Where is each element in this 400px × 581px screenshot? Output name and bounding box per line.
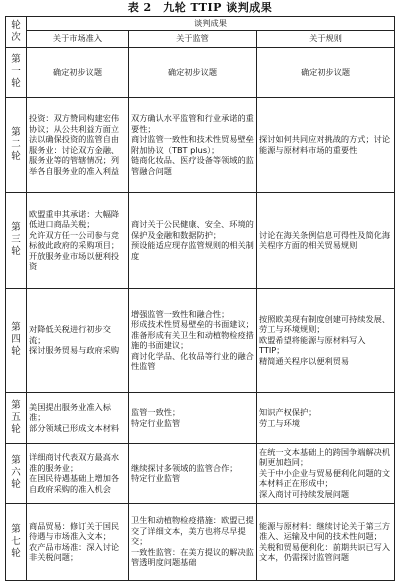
cell-market	[27, 97, 129, 192]
round-label: 第六轮	[6, 443, 27, 503]
cell-text: 确定初步议题	[300, 66, 351, 77]
table-row	[6, 192, 395, 288]
cell-rules	[257, 192, 395, 288]
round-label: 第四轮	[6, 288, 27, 392]
cell-text: 特定行业监管	[131, 473, 181, 483]
cell-market	[27, 192, 129, 288]
cell-text: 投资：双方赞同构建宏伟协议；从公共利益方面立法以确保投资的监管自由	[29, 113, 120, 144]
cell-text: 准备形成有关卫生和动植物检疫措施的书面建议；	[131, 329, 254, 350]
cell-regulation	[129, 47, 257, 97]
header-regulation: 关于监管	[129, 30, 257, 47]
cell-text: 对降低关税进行初步交流；	[29, 324, 111, 345]
cell-rules	[257, 47, 395, 97]
cell-text: 欧盟重申其承诺：大幅降低进口商品关税；	[29, 208, 120, 229]
cell-text: 知识产权保护；	[259, 407, 317, 417]
cell-text: 商讨化学品、化妆品等行业的融合性监管	[131, 350, 254, 371]
cell-regulation	[129, 288, 257, 392]
header-market-access: 关于市场准入	[27, 30, 129, 47]
cell-text: 商品贸易：修订关于国民待遇与市场准入文本；	[29, 520, 120, 541]
cell-text: 允许双方任一公司参与竞标彼此政府的采购项目；	[29, 229, 120, 250]
header-round: 轮次	[6, 17, 27, 48]
cell-text: 卫生和动植物检疫措施：欧盟已提交了详细文本，美方也将尽早提交；	[131, 515, 254, 547]
cell-market	[27, 47, 129, 97]
cell-rules	[257, 392, 395, 443]
table-row	[6, 392, 395, 443]
cell-text: 确定初步议题	[52, 66, 103, 77]
cell-text: 探讨服务贸易与政府采购	[29, 345, 120, 356]
cell-text: 预设能适应现存监管规则的相关制度	[131, 240, 254, 261]
round-label: 第三轮	[6, 192, 27, 288]
header-results: 谈判成果	[27, 17, 395, 31]
cell-text: 增强监管一致性和融合性；	[131, 308, 230, 319]
cell-text: 在统一文本基础上的跨国争端解决机制更加趋同；	[259, 446, 391, 468]
cell-text: 精简通关程序以便利贸易	[259, 355, 350, 366]
cell-text: 开放服务业市场以便利投资	[29, 250, 120, 271]
cell-text: 链商化妆品、医疗设备等领域的监管融合问题	[131, 155, 254, 176]
cell-text: 讨论在海关条例信息可得性及简化海关程序方面的相关贸易规则	[259, 229, 391, 250]
table-row	[6, 443, 395, 503]
round-label: 第七轮	[6, 503, 27, 580]
cell-text: 商讨监管一致性和技术性贸易壁垒附加协议（TBT plus）；	[131, 134, 254, 155]
cell-text: 按照欧美现有制度创建可持续发展、劳工与环境规则；	[259, 313, 391, 335]
round-label: 第二轮	[6, 97, 27, 192]
cell-text: 特定行业监管	[131, 417, 181, 428]
round-label: 第五轮	[6, 392, 27, 443]
cell-regulation	[129, 97, 257, 192]
cell-rules	[257, 443, 395, 503]
cell-regulation	[129, 392, 257, 443]
cell-market	[27, 443, 129, 503]
cell-regulation	[129, 443, 257, 503]
cell-market	[27, 392, 129, 443]
cell-rules	[257, 288, 395, 392]
cell-text: 形成技术性贸易壁垒的书面建议；	[131, 319, 254, 329]
cell-rules	[257, 97, 395, 192]
cell-text: 服务业：讨论双方金融、服务业等的管辖情况；列举各自服务业的准入利益	[29, 144, 120, 176]
cell-market	[27, 288, 129, 392]
cell-text: 深入商讨可持续发展问题	[259, 488, 350, 499]
cell-text: 部分领域已形成文本材料	[29, 422, 120, 433]
cell-regulation	[129, 503, 257, 580]
cell-text: 详细商讨代表双方最高水准的服务业；	[29, 452, 120, 473]
cell-text: 能源与原材料：继续讨论关于第三方准入、运输及中间的技术性问题；	[259, 520, 391, 541]
table-row	[6, 47, 395, 97]
cell-text: 双方确认水平监管和行业承诺的重要性；	[131, 113, 254, 134]
cell-rules	[257, 503, 395, 580]
cell-regulation	[129, 192, 257, 288]
cell-text: 欧盟希望将能源与原材料写入 TTIP；	[259, 334, 366, 356]
round-label: 第一轮	[6, 47, 27, 97]
cell-text: 关税和贸易便利化：前期共识已写入文本，仍需探讨监管问题	[259, 541, 391, 562]
header-rules: 关于规则	[257, 30, 395, 47]
negotiation-results-table	[5, 16, 395, 581]
cell-text: 美国提出服务业准入标准；	[29, 401, 111, 423]
cell-text: 一致性监管：在美方提议的解决监管透明度问题基础	[131, 546, 254, 568]
cell-text: 劳工与环境	[259, 417, 300, 428]
table-row	[6, 503, 395, 580]
cell-text: 探讨如何共同应对挑战的方式；讨论能源与原材料市场的重要性	[259, 134, 391, 155]
cell-text: 在国民待遇基础上增加各自政府采购的准入机会	[29, 473, 120, 494]
table-title: 表 2 九轮 TTIP 谈判成果	[127, 1, 273, 14]
cell-text: 农产品市场准：深入讨论非关税问题；	[29, 541, 120, 562]
table-row	[6, 288, 395, 392]
cell-text: 确定初步议题	[167, 66, 218, 77]
table-row	[6, 97, 395, 192]
cell-market	[27, 503, 129, 580]
cell-text: 继续探讨多领域的监管合作；	[131, 462, 238, 473]
cell-text: 商讨关于公民健康、安全、环境的保护及金融和数据防护；	[131, 219, 254, 240]
cell-text: 监管一致性；	[131, 407, 181, 417]
cell-text: 关于中小企业与贸易便利化问题的文本材料正在形成中；	[259, 467, 391, 489]
